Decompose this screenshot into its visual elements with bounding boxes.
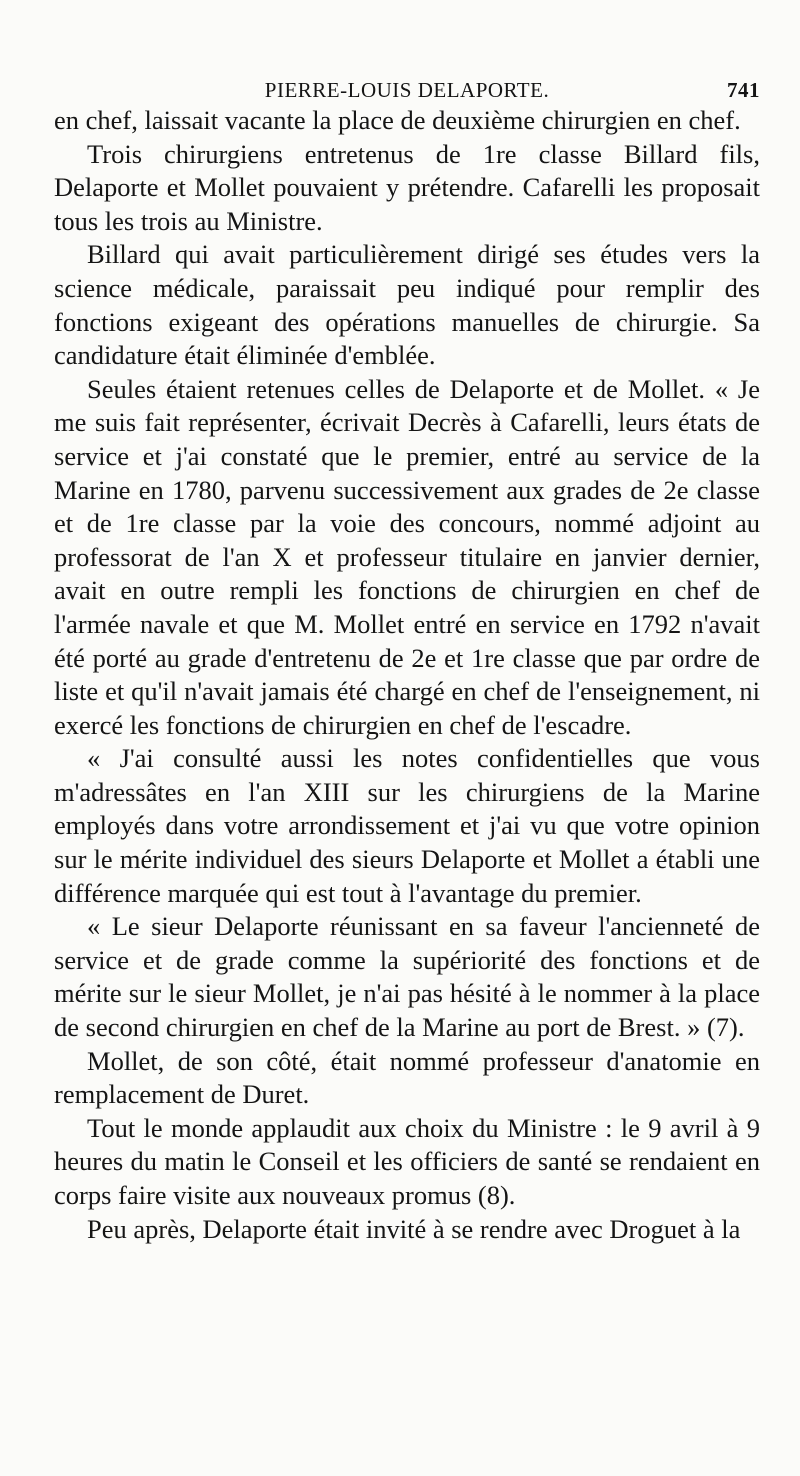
body-text	[54, 104, 760, 1246]
paragraph: en chef, laissait vacante la place de deuxième chirurgien en chef.	[54, 105, 741, 135]
page-header	[54, 70, 760, 104]
paragraph: Trois chirurgiens entretenus de 1re classe Billard fils, Delaporte et Mollet pouvaient y prétendre. Cafarelli les proposait tous les trois au Ministre.	[54, 138, 760, 236]
running-title: PIERRE-LOUIS DELAPORTE.	[264, 78, 550, 102]
paragraph: Peu après, Delaporte était invité à se rendre avec Droguet à la	[87, 1213, 741, 1244]
page-number: 741	[727, 78, 760, 102]
paragraph: Mollet, de son côté, était nommé professeur d'anatomie en remplacement de Duret.	[54, 1045, 760, 1110]
paragraph: Tout le monde applaudit aux choix du Ministre : le 9 avril à 9 heures du matin le Conseil et les officiers de santé se rendaient en corps faire visite aux nouveaux promus (8).	[54, 1112, 760, 1210]
paragraph: Billard qui avait particulièrement dirigé ses études vers la science médicale, paraissait peu indiqué pour remplir des fonctions exigeant des opérations manuelles de chirurgie. Sa candidature était éliminée d'emblée.	[54, 239, 760, 371]
document-page	[54, 70, 760, 1246]
paragraph: Seules étaient retenues celles de Delaporte et de Mollet. « Je me suis fait représenter, écrivait Decrès à Cafarelli, leurs états de service et j'ai constaté que le premier, entré au service de la Marine en 1780, parvenu successivement aux grades de 2e classe et de 1re classe par la voie des concours, nommé adjoint au professorat de l'an X et professeur titulaire en janvier dernier, avait en outre rempli les fonctions de chirurgien en chef de l'armée navale et que M. Mollet entré en service en 1792 n'avait été porté au grade d'entretenu de 2e et 1re classe que par ordre de liste et qu'il n'avait jamais été chargé en chef de l'enseignement, ni exercé les fonctions de chirurgien en chef de l'escadre.	[54, 373, 760, 740]
paragraph: « J'ai consulté aussi les notes confidentielles que vous m'adressâtes en l'an XIII sur les chirurgiens de la Marine employés dans votre arrondissement et j'ai vu que votre opinion sur le mérite individuel des sieurs Delaporte et Mollet a établi une différence marquée qui est tout à l'avantage du premier.	[54, 743, 760, 908]
paragraph: « Le sieur Delaporte réunissant en sa faveur l'ancienneté de service et de grade comme la supériorité des fonctions et de mérite sur le sieur Mollet, je n'ai pas hésité à le nommer à la place de second chirurgien en chef de la Marine au port de Brest. » (7).	[54, 911, 760, 1043]
